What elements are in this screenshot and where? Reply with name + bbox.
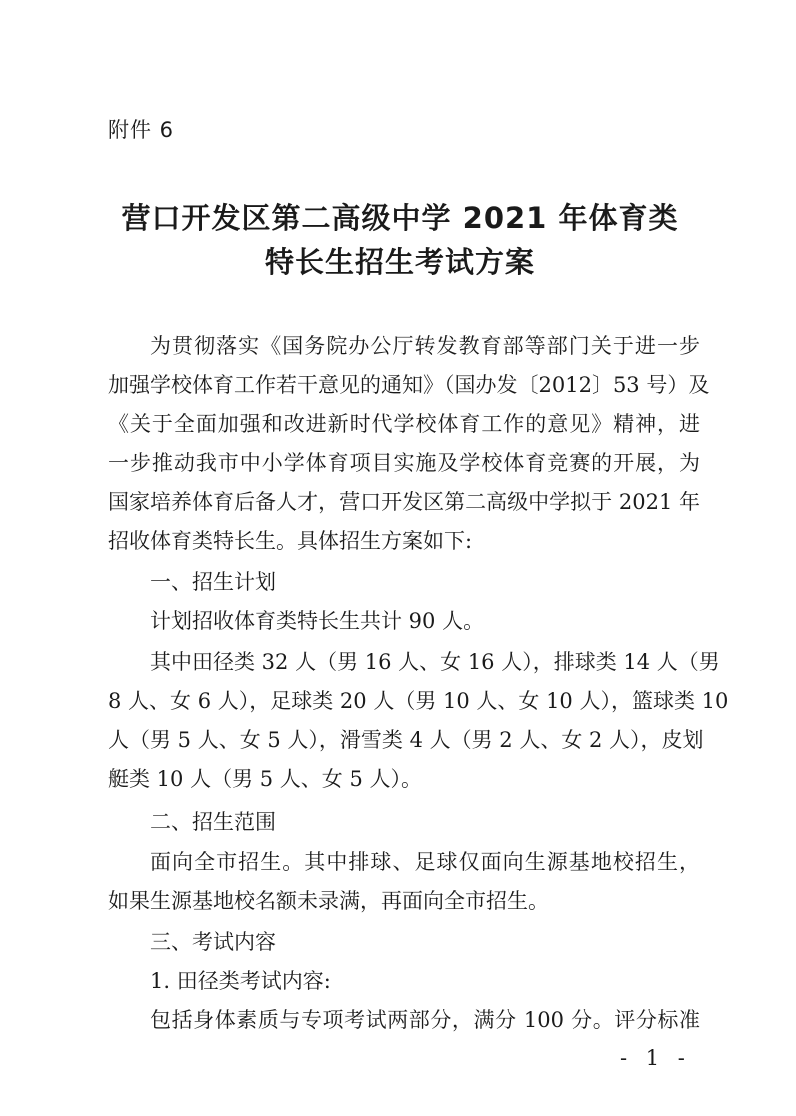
intro-line: 为贯彻落实《国务院办公厅转发教育部等部门关于进一步 [150,334,700,358]
plan-total: 计划招收体育类特长生共计 90 人。 [150,609,485,633]
plan-detail-line: 8 人、女 6 人），足球类 20 人（男 10 人、女 10 人），篮球类 10 [108,689,729,713]
section-heading-scope: 二、招生范围 [150,810,276,834]
scope-line: 如果生源基地校名额未录满，再面向全市招生。 [108,889,549,913]
plan-detail-line: 艇类 10 人（男 5 人、女 5 人）。 [108,767,422,791]
exam-subheading-track: 1. 田径类考试内容: [150,969,331,993]
section-heading-plan: 一、招生计划 [150,570,276,594]
plan-detail-line: 人（男 5 人、女 5 人），滑雪类 4 人（男 2 人、女 2 人），皮划 [108,728,704,752]
section-heading-exam: 三、考试内容 [150,930,276,954]
plan-detail-line: 其中田径类 32 人（男 16 人、女 16 人），排球类 14 人（男 [150,650,720,674]
scope-line: 面向全市招生。其中排球、足球仅面向生源基地校招生， [150,850,700,874]
page-number: - 1 - [620,1046,691,1070]
intro-line: 加强学校体育工作若干意见的通知》（国办发〔2012〕53 号）及 [108,373,710,397]
intro-line: 国家培养体育后备人才，营口开发区第二高级中学拟于 2021 年 [108,490,700,514]
intro-line: 《关于全面加强和改进新时代学校体育工作的意见》精神，进 [108,412,700,436]
document-title-line-1: 营口开发区第二高级中学 2021 年体育类 [121,201,679,235]
exam-content-line: 包括身体素质与专项考试两部分，满分 100 分。评分标准 [150,1008,700,1032]
document-title-line-2: 特长生招生考试方案 [264,245,535,279]
intro-line: 招收体育类特长生。具体招生方案如下: [108,529,473,553]
attachment-label: 附件 6 [108,118,175,142]
intro-line: 一步推动我市中小学体育项目实施及学校体育竞赛的开展，为 [108,451,700,475]
